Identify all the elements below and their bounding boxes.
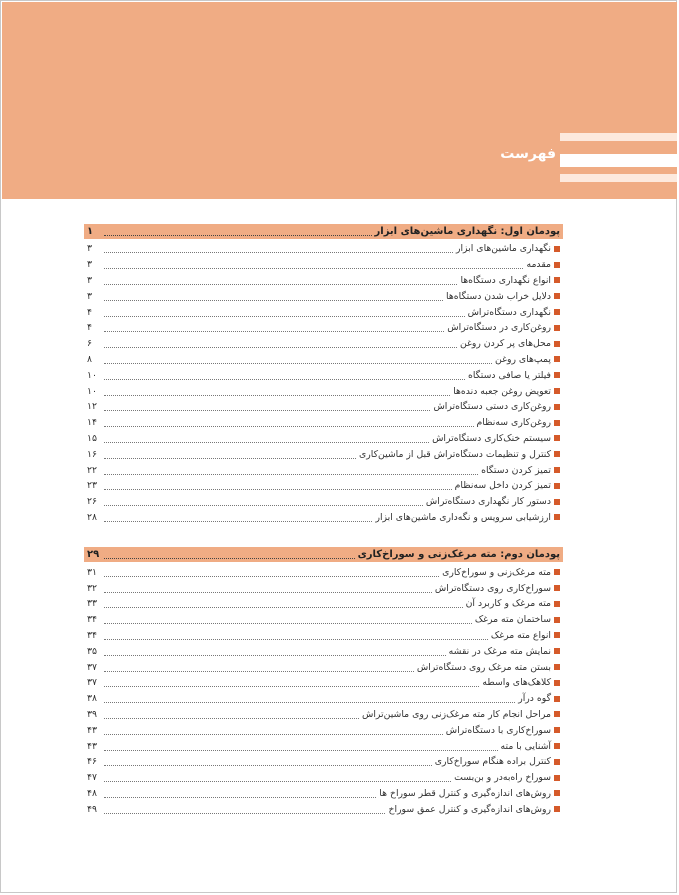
item-page-number: ۲۲ (87, 464, 97, 476)
square-bullet-icon (554, 325, 560, 331)
item-page-number: ۳۴ (87, 614, 97, 626)
square-bullet-icon (554, 617, 560, 623)
square-bullet-icon (554, 759, 560, 765)
item-label: سوراخ‌کاری روی دستگاه‌تراش (434, 582, 551, 594)
item-label: کلاهک‌های واسطه (482, 677, 551, 689)
item-page-number: ۲۸ (87, 511, 97, 523)
dot-leader (104, 615, 472, 624)
square-bullet-icon (554, 262, 560, 268)
item-label: پمپ‌های روغن (495, 353, 551, 365)
square-bullet-icon (554, 499, 560, 505)
item-page-number: ۱۰ (87, 369, 97, 381)
list-item[interactable] (84, 415, 563, 431)
dot-leader (104, 371, 465, 380)
item-label: مته مرغک و کاربرد آن (465, 598, 551, 610)
dot-leader (104, 450, 356, 459)
dot-leader (104, 434, 429, 443)
item-label: کنترل براده هنگام سوراخ‌کاری (434, 756, 551, 768)
list-item[interactable] (84, 580, 563, 596)
dot-leader (104, 308, 465, 317)
list-item[interactable] (84, 431, 563, 447)
item-label: سوراخ‌کاری با دستگاه‌تراش (445, 724, 551, 736)
square-bullet-icon (554, 388, 560, 394)
item-page-number: ۳۸ (87, 693, 97, 705)
dot-leader (104, 710, 359, 719)
item-page-number: ۴۹ (87, 803, 97, 815)
item-label: ارزشیابی سرویس و نگه‌داری ماشین‌های ابزار (375, 511, 551, 523)
list-item[interactable] (84, 320, 563, 336)
section-title: پودمان اول: نگهداری ماشین‌های ابزار (374, 226, 560, 237)
dot-leader (104, 694, 515, 703)
dot-leader (104, 276, 457, 285)
list-item[interactable] (84, 612, 563, 628)
item-label: محل‌های پر کردن روغن (459, 338, 551, 350)
dot-leader (104, 481, 452, 490)
list-item[interactable] (84, 801, 563, 817)
table-of-contents (84, 224, 563, 817)
item-label: تمیز کردن دستگاه (481, 464, 551, 476)
list-item[interactable] (84, 494, 563, 510)
dot-leader (104, 260, 523, 269)
item-label: روغن‌کاری دستی دستگاه‌تراش (433, 401, 551, 413)
list-item[interactable] (84, 596, 563, 612)
decorative-stripe (560, 154, 677, 167)
page-title: فهرست (500, 146, 556, 162)
section-items (84, 241, 563, 525)
item-page-number: ۴۸ (87, 787, 97, 799)
dot-leader (104, 466, 478, 475)
item-page-number: ۳ (87, 259, 92, 271)
square-bullet-icon (554, 420, 560, 426)
item-label: فیلتر یا صافی دستگاه (467, 369, 551, 381)
item-page-number: ۱۵ (87, 432, 97, 444)
item-page-number: ۴۶ (87, 756, 97, 768)
square-bullet-icon (554, 277, 560, 283)
square-bullet-icon (554, 569, 560, 575)
dot-leader (104, 497, 423, 506)
section-heading[interactable] (84, 547, 563, 562)
section-items (84, 564, 563, 817)
list-item[interactable] (84, 628, 563, 644)
list-item[interactable] (84, 754, 563, 770)
square-bullet-icon (554, 451, 560, 457)
square-bullet-icon (554, 341, 560, 347)
list-item[interactable] (84, 383, 563, 399)
item-label: انواع نگهداری دستگاه‌ها (460, 274, 551, 286)
dot-leader (104, 387, 450, 396)
list-item[interactable] (84, 786, 563, 802)
square-bullet-icon (554, 356, 560, 362)
item-label: تمیز کردن داخل سه‌نظام (454, 480, 551, 492)
item-label: تعویض روغن جعبه دنده‌ها (453, 385, 551, 397)
dot-leader (104, 244, 453, 253)
item-label: روش‌های اندازه‌گیری و کنترل عمق سوراخ (388, 803, 551, 815)
item-page-number: ۳۹ (87, 708, 97, 720)
item-page-number: ۳۳ (87, 598, 97, 610)
square-bullet-icon (554, 648, 560, 654)
item-label: سوراخ راه‌به‌در و بن‌بست (454, 772, 551, 784)
square-bullet-icon (554, 775, 560, 781)
list-item[interactable] (84, 352, 563, 368)
list-item[interactable] (84, 257, 563, 273)
item-page-number: ۳ (87, 243, 92, 255)
square-bullet-icon (554, 743, 560, 749)
item-label: مته مرغک‌زنی و سوراخ‌کاری (442, 566, 551, 578)
dot-leader (104, 568, 439, 577)
item-page-number: ۳۷ (87, 661, 97, 673)
decorative-stripe (560, 133, 677, 141)
square-bullet-icon (554, 790, 560, 796)
section-heading[interactable] (84, 224, 563, 239)
list-item[interactable] (84, 241, 563, 257)
dot-leader (104, 292, 443, 301)
item-page-number: ۳۵ (87, 645, 97, 657)
dot-leader (104, 355, 492, 364)
dot-leader (104, 550, 355, 559)
item-label: مراحل انجام کار مته مرغک‌زنی روی ماشین‌تراش (362, 708, 551, 720)
dot-leader (104, 742, 498, 751)
item-page-number: ۳ (87, 290, 92, 302)
dot-leader (104, 726, 443, 735)
square-bullet-icon (554, 246, 560, 252)
item-page-number: ۳۷ (87, 677, 97, 689)
square-bullet-icon (554, 514, 560, 520)
list-item[interactable] (84, 446, 563, 462)
item-page-number: ۴۳ (87, 724, 97, 736)
item-label: مقدمه (526, 259, 551, 271)
dot-leader (104, 647, 446, 656)
dot-leader (104, 663, 414, 672)
square-bullet-icon (554, 483, 560, 489)
item-page-number: ۴ (87, 322, 92, 334)
dot-leader (104, 323, 444, 332)
item-label: بستن مته مرغک روی دستگاه‌تراش (416, 661, 551, 673)
list-item[interactable] (84, 738, 563, 754)
dot-leader (104, 773, 451, 782)
item-page-number: ۳۱ (87, 566, 97, 578)
item-label: روش‌های اندازه‌گیری و کنترل قطر سوراخ ها (379, 787, 551, 799)
dot-leader (104, 584, 432, 593)
list-item[interactable] (84, 510, 563, 526)
list-item[interactable] (84, 367, 563, 383)
decorative-stripe (560, 174, 677, 182)
list-item[interactable] (84, 288, 563, 304)
list-item[interactable] (84, 336, 563, 352)
item-page-number: ۴۳ (87, 740, 97, 752)
item-label: کنترل و تنظیمات دستگاه‌تراش قبل از ماشین‌کاری (358, 448, 551, 460)
item-label: دستور کار نگهداری دستگاه‌تراش (425, 496, 551, 508)
section-page-number: ۲۹ (87, 549, 100, 561)
item-label: سیستم خنک‌کاری دستگاه‌تراش (432, 432, 551, 444)
dot-leader (104, 418, 474, 427)
item-label: گوه درآر (518, 693, 551, 705)
item-page-number: ۳۴ (87, 629, 97, 641)
list-item[interactable] (84, 770, 563, 786)
square-bullet-icon (554, 601, 560, 607)
square-bullet-icon (554, 711, 560, 717)
item-page-number: ۱۰ (87, 385, 97, 397)
dot-leader (104, 513, 372, 522)
dot-leader (104, 599, 463, 608)
square-bullet-icon (554, 680, 560, 686)
dot-leader (104, 339, 457, 348)
item-label: انواع مته مرغک (490, 629, 551, 641)
square-bullet-icon (554, 293, 560, 299)
list-item[interactable] (84, 643, 563, 659)
list-item[interactable] (84, 564, 563, 580)
square-bullet-icon (554, 404, 560, 410)
dot-leader (104, 757, 432, 766)
header-band (2, 2, 677, 199)
square-bullet-icon (554, 372, 560, 378)
dot-leader (104, 227, 372, 236)
section-spacer (84, 525, 563, 547)
item-page-number: ۱۲ (87, 401, 97, 413)
item-label: ساختمان مته مرغک (474, 614, 551, 626)
square-bullet-icon (554, 435, 560, 441)
list-item[interactable] (84, 659, 563, 675)
item-label: دلایل خراب شدن دستگاه‌ها (446, 290, 551, 302)
item-page-number: ۶ (87, 338, 92, 350)
section-page-number: ۱ (87, 226, 94, 237)
dot-leader (104, 402, 430, 411)
item-page-number: ۱۶ (87, 448, 97, 460)
square-bullet-icon (554, 632, 560, 638)
item-label: نمایش مته مرغک در نقشه (448, 645, 551, 657)
square-bullet-icon (554, 696, 560, 702)
item-page-number: ۲۶ (87, 496, 97, 508)
list-item[interactable] (84, 462, 563, 478)
square-bullet-icon (554, 664, 560, 670)
item-page-number: ۴۷ (87, 772, 97, 784)
list-item[interactable] (84, 707, 563, 723)
list-item[interactable] (84, 273, 563, 289)
item-label: نگهداری ماشین‌های ابزار (455, 243, 551, 255)
dot-leader (104, 678, 479, 687)
square-bullet-icon (554, 727, 560, 733)
dot-leader (104, 789, 376, 798)
square-bullet-icon (554, 309, 560, 315)
item-label: روغن‌کاری در دستگاه‌تراش (447, 322, 551, 334)
square-bullet-icon (554, 806, 560, 812)
item-page-number: ۲۳ (87, 480, 97, 492)
square-bullet-icon (554, 467, 560, 473)
item-page-number: ۳ (87, 274, 92, 286)
square-bullet-icon (554, 585, 560, 591)
list-item[interactable] (84, 399, 563, 415)
item-label: آشنایی با مته (500, 740, 551, 752)
dot-leader (104, 805, 385, 814)
item-label: نگهداری دستگاه‌تراش (467, 306, 551, 318)
item-page-number: ۱۴ (87, 417, 97, 429)
dot-leader (104, 631, 488, 640)
item-page-number: ۴ (87, 306, 92, 318)
list-item[interactable] (84, 675, 563, 691)
item-page-number: ۳۲ (87, 582, 97, 594)
section-title: پودمان دوم: مته مرغک‌زنی و سوراخ‌کاری (357, 549, 560, 561)
item-page-number: ۸ (87, 353, 92, 365)
list-item[interactable] (84, 304, 563, 320)
list-item[interactable] (84, 478, 563, 494)
item-label: روغن‌کاری سه‌نظام (476, 417, 551, 429)
list-item[interactable] (84, 722, 563, 738)
list-item[interactable] (84, 691, 563, 707)
